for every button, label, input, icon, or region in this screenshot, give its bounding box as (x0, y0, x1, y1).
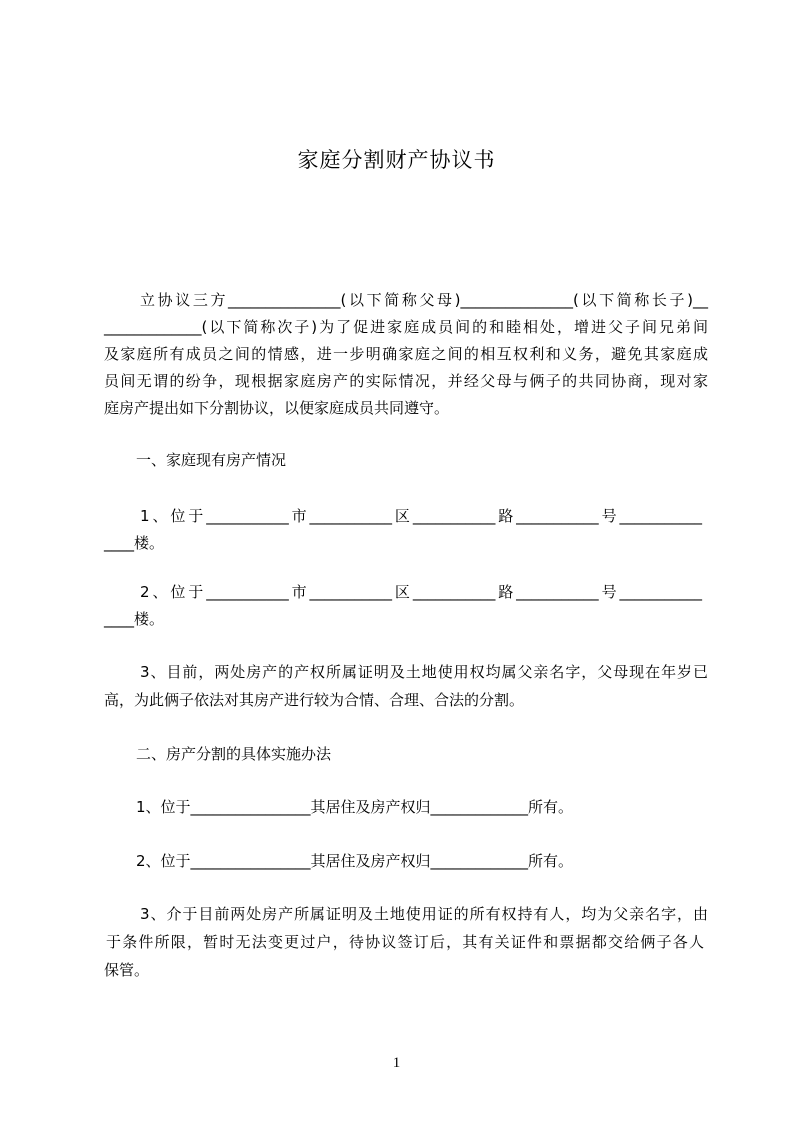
clause-line: 保管。 (104, 961, 150, 979)
section-heading: 二、房产分割的具体实施办法 (136, 745, 332, 763)
document-title: 家庭分割财产协议书 (297, 148, 496, 172)
preamble-line: 及家庭所有成员之间的情感，进一步明确家庭之间的相互权利和义务，避免其家庭成 (104, 345, 708, 363)
clause-line: 于条件所限，暂时无法变更过户，待协议签订后，其有关证件和票据都交给俩子各人 (106, 933, 704, 951)
clause-line: 高，为此俩子依法对其房产进行较为合情、合理、合法的分割。 (104, 691, 525, 709)
page-number: 1 (392, 1055, 401, 1071)
section-heading: 一、家庭现有房产情况 (136, 451, 287, 469)
clause-line: 2、位于________________其居住及房产权归_____________所有。 (136, 852, 574, 870)
clause-line: 1、位于________________其居住及房产权归_____________所有。 (136, 798, 574, 816)
preamble-line: 立协议三方_______________(以下简称父母)_______________(以下简称长子)__ (140, 291, 708, 309)
clause-line: 3、目前，两处房产的产权所属证明及土地使用权均属父亲名字，父母现在年岁已 (140, 663, 708, 681)
clause-line: 1、位于___________市___________区___________路___________号___________ (140, 507, 702, 525)
clause-line: ____楼。 (104, 610, 165, 628)
clause-line: ____楼。 (104, 534, 165, 552)
clause-line: 3、介于目前两处房产所属证明及土地使用证的所有权持有人，均为父亲名字，由 (140, 905, 708, 923)
preamble-line: _____________(以下简称次子)为了促进家庭成员间的和睦相处，增进父子间兄弟间 (104, 318, 708, 336)
clause-line: 2、位于___________市___________区___________路___________号___________ (140, 583, 702, 601)
preamble-line: 员间无谓的纷争，现根据家庭房产的实际情况，并经父母与俩子的共同协商，现对家 (104, 372, 708, 390)
preamble-line: 庭房产提出如下分割协议，以便家庭成员共同遵守。 (104, 399, 450, 417)
